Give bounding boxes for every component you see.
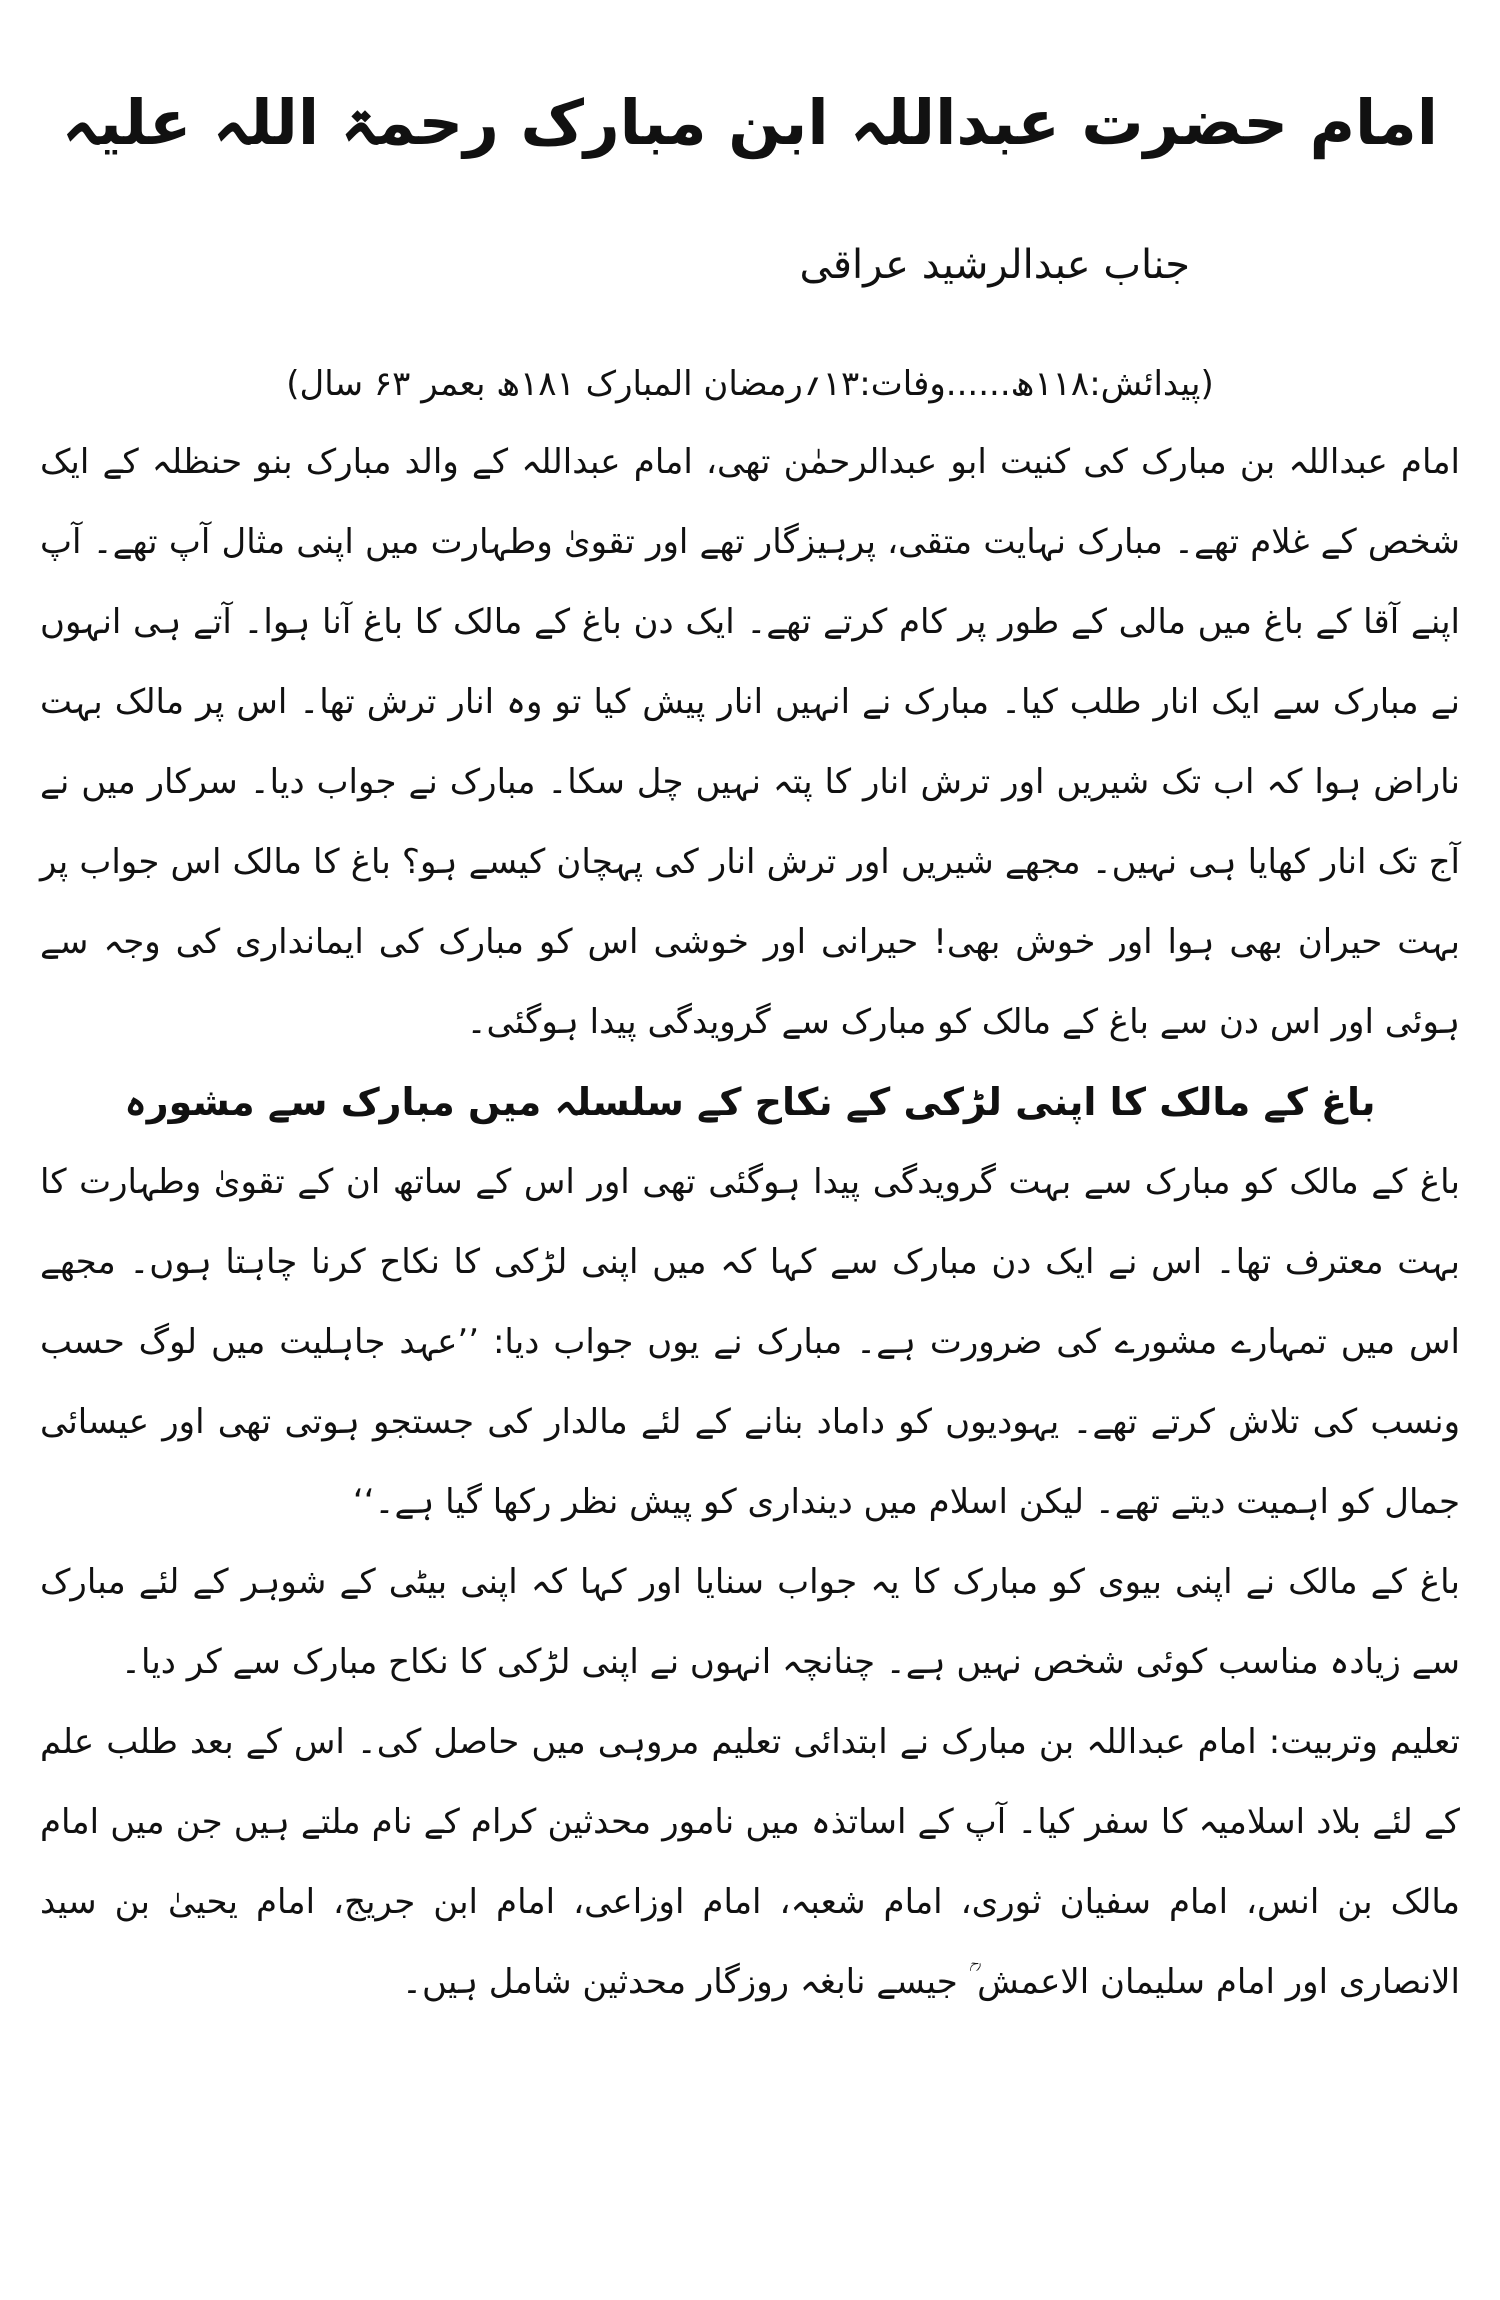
author-name: جناب عبدالرشید عراقی: [799, 241, 1190, 288]
paragraph-3: باغ کے مالک نے اپنی بیوی کو مبارک کا یہ جواب سنایا اور کہا کہ اپنی بیٹی کے شوہر کے لئے مبارک سے زیادہ مناسب کوئی شخص نہیں ہے۔ چنانچہ انہوں نے اپنی لڑکی کا نکاح مبارک سے کر دیا۔: [40, 1562, 1460, 1683]
paragraph-4: تعلیم وتربیت: امام عبداللہ بن مبارک نے ابتدائی تعلیم مروہی میں حاصل کی۔ اس کے بعد طلب علم کے لئے بلاد اسلامیہ کا سفر کیا۔ آپ کے اساتذہ میں نامور محدثین کرام کے نام ملتے ہیں جن میں امام مالک بن انس، امام سفیان ثوری، امام شعبہ، امام اوزاعی، امام ابن جریج، امام یحییٰ بن سید الانصاری اور امام سلیمان الاعمش ؒ جیسے نابغہ روزگار محدثین شامل ہیں۔: [40, 1722, 1460, 2003]
paragraph-1: امام عبداللہ بن مبارک کی کنیت ابو عبدالرحمٰن تھی، امام عبداللہ کے والد مبارک بنو حنظلہ کے ایک شخص کے غلام تھے۔ مبارک نہایت متقی، پرہیزگار تھے اور تقویٰ وطہارت میں اپنی مثال آپ تھے۔ آپ اپنے آقا کے باغ میں مالی کے طور پر کام کرتے تھے۔ ایک دن باغ کے مالک کا باغ آنا ہوا۔ آتے ہی انہوں نے مبارک سے ایک انار طلب کیا۔ مبارک نے انہیں انار پیش کیا تو وہ انار ترش تھا۔ اس پر مالک بہت ناراض ہوا کہ اب تک شیریں اور ترش انار کا پتہ نہیں چل سکا۔ مبارک نے جواب دیا۔ سرکار میں نے آج تک انار کھایا ہی نہیں۔ مجھے شیریں اور ترش انار کی پہچان کیسے ہو؟ باغ کا مالک اس جواب پر بہت حیران بھی ہوا اور خوش بھی! حیرانی اور خوشی اس کو مبارک کی ایمانداری کی وجہ سے ہوئی اور اس دن سے باغ کے مالک کو مبارک سے گرویدگی پیدا ہوگئی۔: [40, 442, 1460, 1043]
birth-death-dates: (پیدائش:۱۱۸ھ......وفات:۱۳؍رمضان المبارک ۱۸۱ھ بعمر ۶۳ سال): [286, 363, 1214, 404]
article-title: امام حضرت عبداللہ ابن مبارک رحمۃ اللہ علیہ: [62, 86, 1438, 159]
section-heading: باغ کے مالک کا اپنی لڑکی کے نکاح کے سلسلہ میں مبارک سے مشورہ: [124, 1080, 1376, 1125]
paragraph-2: باغ کے مالک کو مبارک سے بہت گرویدگی پیدا ہوگئی تھی اور اس کے ساتھ ان کے تقویٰ وطہارت کا بہت معترف تھا۔ اس نے ایک دن مبارک سے کہا کہ میں اپنی لڑکی کا نکاح کرنا چاہتا ہوں۔ مجھے اس میں تمہارے مشورے کی ضرورت ہے۔ مبارک نے یوں جواب دیا: ’’عہد جاہلیت میں لوگ حسب ونسب کی تلاش کرتے تھے۔ یہودیوں کو داماد بنانے کے لئے مالدار کی جستجو ہوتی تھی اور عیسائی جمال کو اہمیت دیتے تھے۔ لیکن اسلام میں دینداری کو پیش نظر رکھا گیا ہے۔‘‘: [40, 1162, 1460, 1523]
